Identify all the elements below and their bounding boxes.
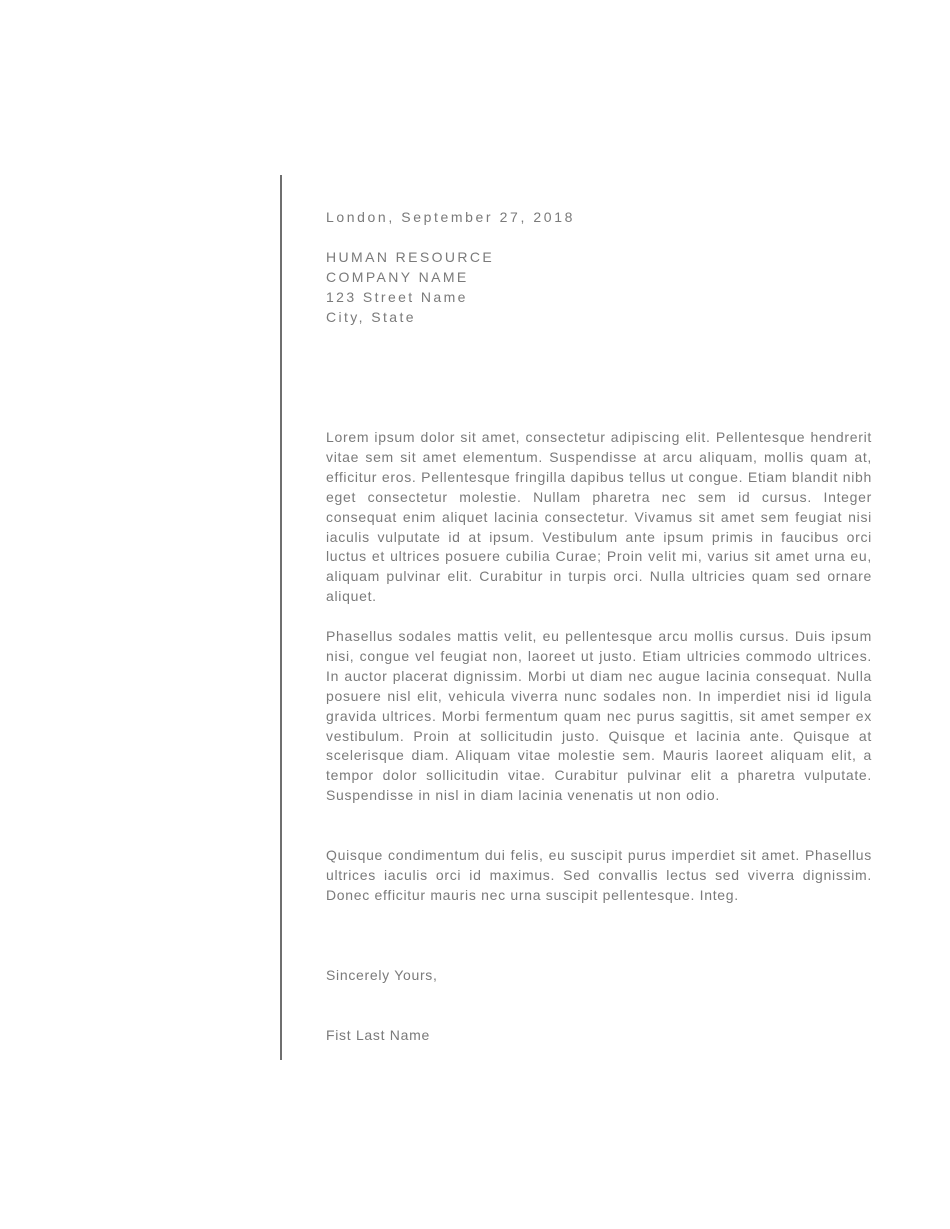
signature-name: Fist Last Name — [326, 1027, 430, 1043]
letter-content — [326, 207, 872, 1043]
recipient-street: 123 Street Name — [326, 289, 468, 305]
letter-date: London, September 27, 2018 — [326, 209, 575, 225]
recipient-department: HUMAN RESOURCE — [326, 249, 495, 265]
recipient-address — [326, 247, 872, 327]
body-paragraph: Lorem ipsum dolor sit amet, consectetur adipiscing elit. Pellentesque hendrerit vitae sem sit amet elementum. Suspendisse at arcu aliquam, mollis quam at, efficitur eros. Pellentesque fringilla dapibus tellus ut congue. Etiam blandit nibh eget consectetur molestie. Nullam pharetra nec sem id cursus. Integer consequat enim aliquet lacinia consectetur. Vivamus sit amet sem feugiat nisi iaculis vulputate id at ipsum. Vestibulum ante ipsum primis in faucibus orci luctus et ultrices posuere cubilia Curae; Proin velit mi, varius sit amet urna eu, aliquam pulvinar elit. Curabitur in turpis orci. Nulla ultricies quam sed ornare aliquet. — [326, 429, 872, 605]
body-paragraph: Quisque condimentum dui felis, eu suscipit purus imperdiet sit amet. Phasellus ultrices iaculis orci id maximus. Sed convallis lectus sed viverra dignissim. Donec efficitur mauris nec urna suscipit pellentesque. Integ. — [326, 847, 872, 903]
body-paragraph: Phasellus sodales mattis velit, eu pellentesque arcu mollis cursus. Duis ipsum nisi, congue vel feugiat non, laoreet ut justo. Etiam ultricies commodo ultrices. In auctor placerat dignissim. Morbi ut diam nec augue lacinia consequat. Nulla posuere nisl elit, vehicula viverra nunc sodales non. In imperdiet nisi id ligula gravida ultrices. Morbi fermentum quam nec purus sagittis, sit amet semper ex vestibulum. Proin at sollicitudin justo. Quisque et lacinia ante. Quisque at scelerisque diam. Aliquam vitae molestie sem. Mauris laoreet aliquam elit, a tempor dolor sollicitudin vitae. Curabitur pulvinar elit a pharetra vulputate. Suspendisse in nisl in diam lacinia venenatis ut non odio. — [326, 628, 872, 804]
vertical-rule — [280, 175, 282, 1060]
recipient-city: City, State — [326, 309, 416, 325]
recipient-company: COMPANY NAME — [326, 269, 469, 285]
closing-salutation: Sincerely Yours, — [326, 967, 438, 983]
